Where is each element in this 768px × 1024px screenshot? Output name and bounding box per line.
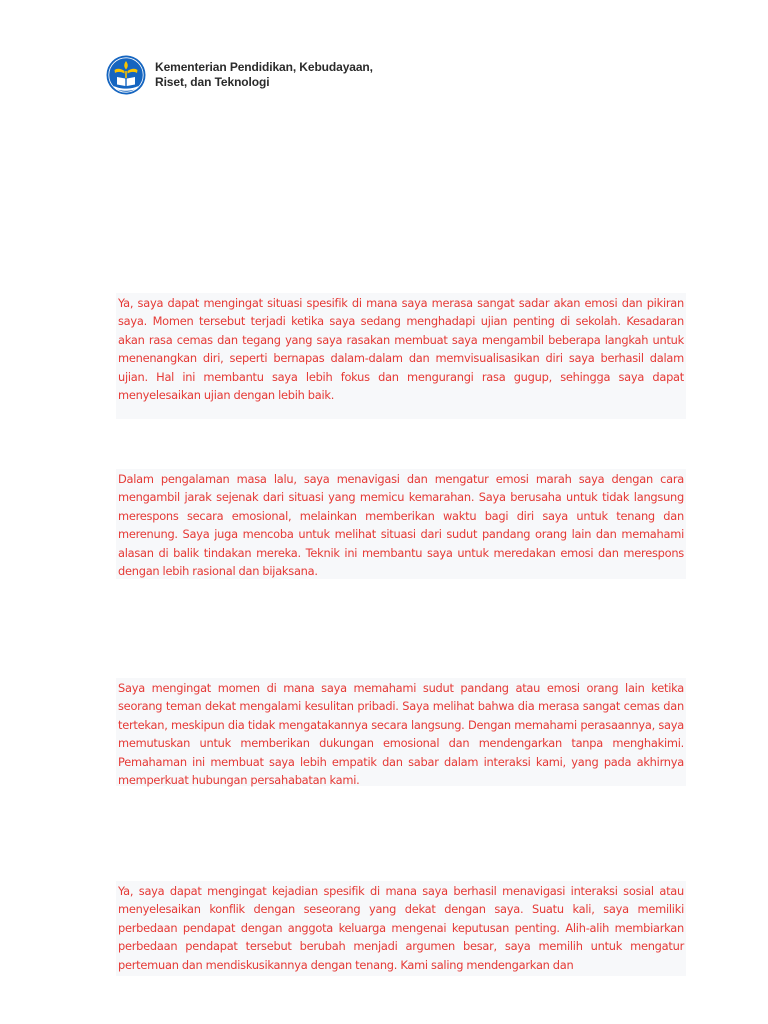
ministry-name [155, 60, 373, 90]
answer-paragraph-4: Ya, saya dapat mengingat kejadian spesifik di mana saya berhasil menavigasi interaksi sosial atau menyelesaikan konflik dengan seseorang yang dekat dengan saya. Suatu kali, saya memiliki perbedaan pendapat dengan anggota keluarga mengenai keputusan penting. Alih-alih membiarkan perbedaan pendapat tersebut berubah menjadi argumen besar, saya memilih untuk mengatur pertemuan dan mendiskusikannya dengan tenang. Kami saling mendengarkan dan [116, 881, 686, 976]
tut-wuri-handayani-logo-icon [106, 55, 146, 95]
ministry-name-line-1: Kementerian Pendidikan, Kebudayaan, [155, 60, 373, 74]
answer-paragraph-3: Saya mengingat momen di mana saya memahami sudut pandang atau emosi orang lain ketika seorang teman dekat mengalami kesulitan pribadi. Saya melihat bahwa dia merasa sangat cemas dan tertekan, meskipun dia tidak mengatakannya secara langsung. Dengan memahami perasaannya, saya memutuskan untuk memberikan dukungan emosional dan mendengarkan tanpa menghakimi. Pemahaman ini membuat saya lebih empatik dan sabar dalam interaksi kami, yang pada akhirnya memperkuat hubungan persahabatan kami. [116, 678, 686, 786]
page-header [106, 55, 373, 95]
ministry-name-line-2: Riset, dan Teknologi [155, 75, 270, 89]
answer-paragraph-1: Ya, saya dapat mengingat situasi spesifik di mana saya merasa sangat sadar akan emosi dan pikiran saya. Momen tersebut terjadi ketika saya sedang menghadapi ujian penting di sekolah. Kesadaran akan rasa cemas dan tegang yang saya rasakan membuat saya mengambil beberapa langkah untuk menenangkan diri, seperti bernapas dalam-dalam dan memvisualisasikan diri saya berhasil dalam ujian. Hal ini membantu saya lebih fokus dan mengurangi rasa gugup, sehingga saya dapat menyelesaikan ujian dengan lebih baik. [116, 293, 686, 419]
answer-paragraph-2: Dalam pengalaman masa lalu, saya menavigasi dan mengatur emosi marah saya dengan cara mengambil jarak sejenak dari situasi yang memicu kemarahan. Saya berusaha untuk tidak langsung merespons secara emosional, melainkan memberikan waktu bagi diri saya untuk tenang dan merenung. Saya juga mencoba untuk melihat situasi dari sudut pandang orang lain dan memahami alasan di balik tindakan mereka. Teknik ini membantu saya untuk meredakan emosi dan merespons dengan lebih rasional dan bijaksana. [116, 469, 686, 579]
